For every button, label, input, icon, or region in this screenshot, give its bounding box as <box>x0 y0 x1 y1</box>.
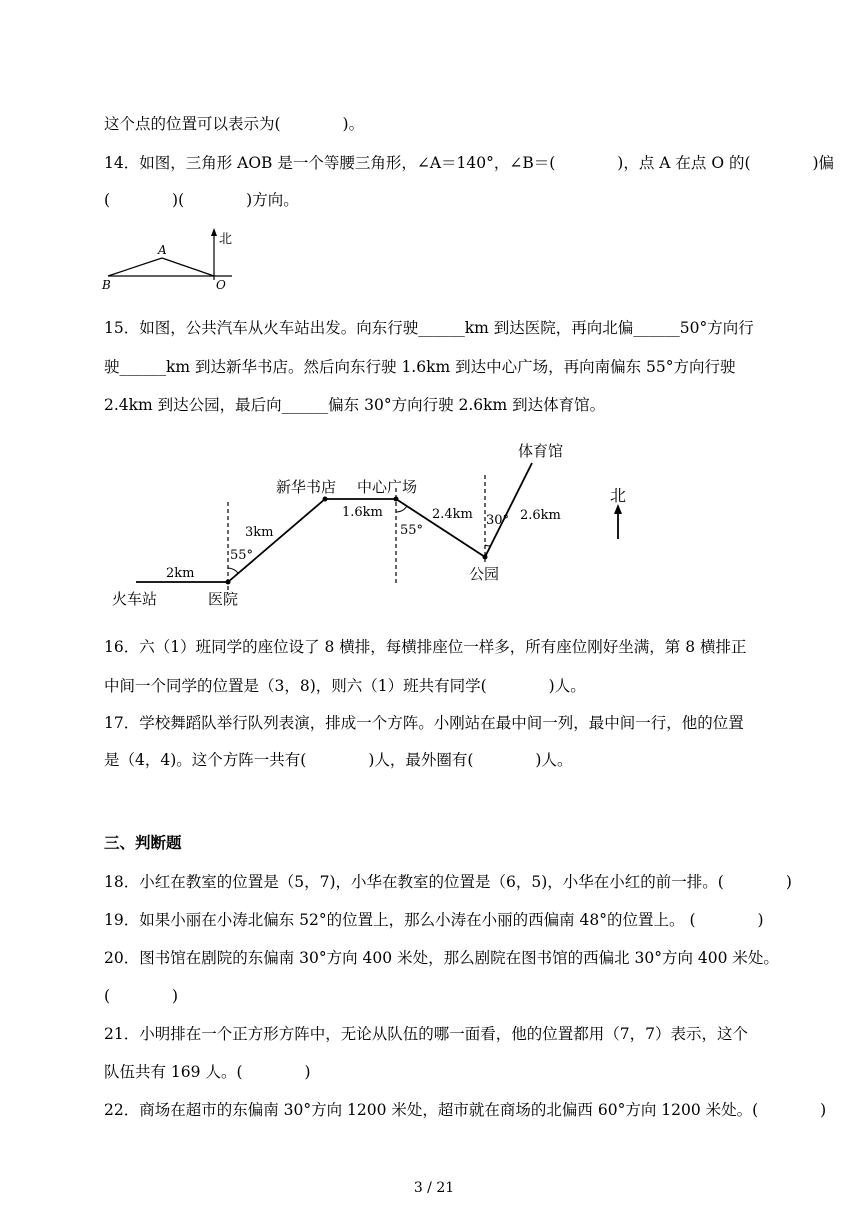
vertex-b-label: B <box>102 278 111 292</box>
distance-2-6km: 2.6km <box>520 508 561 523</box>
distance-2-4km: 2.4km <box>432 507 473 522</box>
section-heading: 三、判断题 <box>104 833 182 852</box>
distance-1-6km: 1.6km <box>342 505 383 520</box>
train-station-label: 火车站 <box>112 590 158 608</box>
question-17-line-2: 是（4，4)。这个方阵一共有( )人，最外圈有( )人。 <box>104 751 573 769</box>
question-14-line-2: ( )( )方向。 <box>104 191 299 209</box>
figure-14-triangle <box>100 224 250 296</box>
angle-park: 30° <box>486 513 510 528</box>
question-16-line-2: 中间一个同学的位置是（3，8)，则六（1）班共有同学( )人。 <box>104 677 586 695</box>
question-21-line-1: 21．小明排在一个正方形方阵中，无论从队伍的哪一面看，他的位置都用（7，7）表示，这个 <box>104 1025 748 1043</box>
question-14-line-1: 14．如图，三角形 AOB 是一个等腰三角形，∠A＝140°，∠B＝( )，点 A 在点 O 的( )偏 <box>104 154 835 172</box>
question-15-line-1: 15．如图，公共汽车从火车站出发。向东行驶______km 到达医院，再向北偏______50°方向行 <box>104 319 754 337</box>
question-16-line-1: 16．六（1）班同学的座位设了 8 横排，每横排座位一样多，所有座位刚好坐满，第 8 横排正 <box>104 638 747 656</box>
center-square-label: 中心广场 <box>357 478 418 496</box>
stadium-label: 体育馆 <box>518 442 564 460</box>
distance-3km: 3km <box>245 525 274 540</box>
hospital-label: 医院 <box>208 590 239 608</box>
question-20-line-1: 20．图书馆在剧院的东偏南 30°方向 400 米处，那么剧院在图书馆的西偏北 30°方向 400 米处。 <box>104 949 779 967</box>
page-number: 3 / 21 <box>413 1180 455 1196</box>
text-line: 这个点的位置可以表示为( )。 <box>104 115 365 133</box>
bookstore-label: 新华书店 <box>276 478 337 496</box>
angle-center-square: 55° <box>400 523 424 538</box>
angle-hospital: 55° <box>230 548 254 563</box>
north-label: 北 <box>219 232 233 247</box>
vertex-a-label: A <box>158 243 167 257</box>
park-label: 公园 <box>469 565 500 583</box>
figure-15-bus-route <box>0 430 868 620</box>
distance-2km: 2km <box>166 566 195 581</box>
question-22: 22．商场在超市的东偏南 30°方向 1200 米处，超市就在商场的北偏西 60°方向 1200 米处。( ) <box>104 1101 827 1119</box>
question-18: 18．小红在教室的位置是（5，7)，小华在教室的位置是（6，5)，小华在小红的前一排。( ) <box>104 873 792 891</box>
vertex-o-label: O <box>216 278 226 292</box>
question-21-line-2: 队伍共有 169 人。( ) <box>104 1063 311 1081</box>
north-label: 北 <box>610 486 627 505</box>
question-15-line-2: 驶______km 到达新华书店。然后向东行驶 1.6km 到达中心广场，再向南偏东 55°方向行驶 <box>104 358 736 376</box>
question-20-line-2: ( ) <box>104 987 179 1005</box>
question-19: 19．如果小丽在小涛北偏东 52°的位置上，那么小涛在小丽的西偏南 48°的位置上。 ( ) <box>104 911 764 929</box>
question-17-line-1: 17．学校舞蹈队举行队列表演，排成一个方阵。小刚站在最中间一列，最中间一行，他的位置 <box>104 714 744 732</box>
question-15-line-3: 2.4km 到达公园，最后向______偏东 30°方向行驶 2.6km 到达体育馆。 <box>104 396 606 414</box>
